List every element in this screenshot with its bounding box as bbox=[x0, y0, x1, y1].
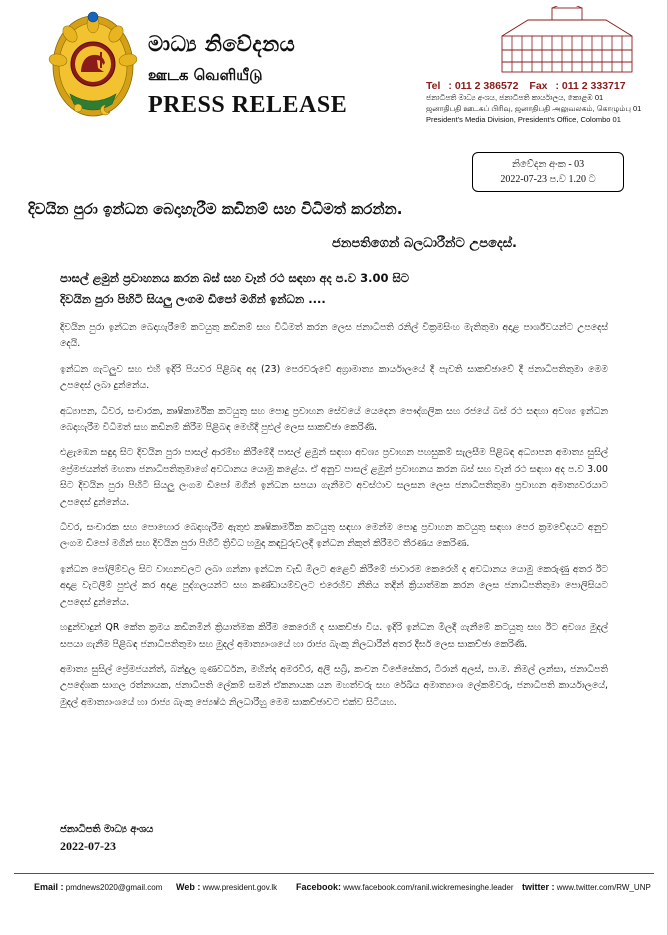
facebook-label: Facebook: bbox=[296, 882, 342, 892]
paragraph: හඳුන්වාදුන් QR කේත ක්‍රමය කඩිනමින් ක්‍රියාත්මක කිරීම කෙරෙහි ද සාකච්ඡා විය. ඉදිරි ඉන්ධන මිලදී ගැනීමේ කටයුතු සහ ඊට අවශ්‍ය මුදල් සපයා ගැනීම පිළිබඳ ජනාධිපතිතුමා සහ මුදල් අමාත්‍යාංශයේ හා රාජ්‍ය බැංකු නිලධාරීන් අතර දීර්ඝ ලෙස සාකච්ඡා කෙරිණි. bbox=[60, 622, 608, 650]
signature-block bbox=[60, 822, 153, 854]
fax-value: : 011 2 333717 bbox=[555, 80, 626, 92]
twitter-label: twitter : bbox=[522, 882, 555, 892]
article-heading: දිවයින පුරා ඉන්ධන බෙදාහැරීම කඩිනම් සහ විධිමත් කරන්න. bbox=[28, 200, 403, 218]
header-title-english: PRESS RELEASE bbox=[148, 92, 348, 118]
lead-line-2: දිවයින පුරා පිහිටි සියලු ලංගම ඩිපෝ මගින් ඉන්ධන .... bbox=[60, 292, 326, 306]
paragraph: ඉන්ධන පෝලිම්වල සිට වාහනවලට ලබා ගන්නා ඉන්ධන වැඩි මිලට අළෙවි කිරීමේ ජාවාරම කෙරෙහි ද අවධානය යොමු කෙරුණු අතර ඊට අදාළ වැටලීම් පුළුල් කර අදාළ පුද්ගලයන්ට සහ කණ්ඩායම්වලට එරෙහිව නීතිය තදින් ක්‍රියාත්මක කරන ලෙස ජනාධිපතිතුමා පොලිසියට උපදෙස් දුන්නේය. bbox=[60, 563, 608, 608]
lead-line-1: පාසල් ළමුන් ප්‍රවාහනය කරන බස් සහ වෑන් රථ සඳහා අද ප.ව 3.00 සිට bbox=[60, 271, 409, 285]
header-title-tamil: ஊடக வெளியீடு bbox=[148, 66, 263, 84]
email-link[interactable]: pmdnews2020@gmail.com bbox=[65, 883, 163, 892]
release-reference-box bbox=[472, 152, 624, 192]
article-subheading: ජනපතිගෙන් බලධාරීන්ට උපදෙස්. bbox=[332, 236, 517, 251]
sri-lanka-emblem-icon bbox=[48, 8, 138, 126]
facebook-link[interactable]: www.facebook.com/ranil.wickremesinghe.leader bbox=[343, 883, 514, 892]
release-datetime: 2022-07-23 ප.ව 1.20 ට bbox=[500, 174, 596, 185]
header-title-sinhala: මාධ්‍ය නිවේදනය bbox=[148, 32, 296, 56]
presidential-secretariat-building-icon bbox=[498, 6, 636, 76]
paragraph: ඉන්ධන ගැටලුව සහ එහි ඉදිරි පියවර පිළිබඳ අද (23) පෙරවරුවේ අග්‍රාමාත්‍ය කාර්යාලයේ දී පැවති සාකච්ඡාවේ දී ජනාධිපතිතුමා මෙම උපදෙස් ලබා දුන්නේය. bbox=[60, 363, 608, 392]
article-lead bbox=[60, 268, 620, 310]
paragraph: අමාත්‍ය සුසිල් ප්‍රේමජයන්ත්, බන්දුල ගුණවර්ධන, මහින්ද අමරවීර, අලී සබ්‍රි, කංචන විජේසේකර, ටිරාන් අලස්, පා.ම. නිමල් ලන්සා, ජනාධිපති උපදේශක සාගල රත්නායක, ජනාධිපති ලේකම් සමන් ඒකනායක යන මහත්වරු සහ රේඛීය අමාත්‍යාංශ ලේකම්වරු, ජනාධිපති කාර්යාලයේ, මුදල් අමාත්‍යාංශයේ හා රාජ්‍ය බැංකු ජ්‍යෙෂ්ඨ නිලධාරීහු මෙම සාකච්ඡාවට එක්ව සිටියහ. bbox=[60, 663, 608, 708]
address-english: President's Media Division, President's Office, Colombo 01 bbox=[426, 115, 621, 124]
paragraph: අධ්‍යාපන, ධීවර, සංචාරක, කෘෂිකාර්මික කටයුතු සහ පොදු ප්‍රවාහන සේවයේ යෙදෙන පෞද්ගලික සහ රජයේ බස් රථ සඳහා අවශ්‍ය ඉන්ධන බෙදාහැරීම විධිමත් සහ කඩිනම් කිරීම පිළිබඳ මෙහිදී පුළුල් ලෙස සාකච්ඡා කෙරිණි. bbox=[60, 405, 608, 434]
contact-block bbox=[426, 80, 662, 125]
footer-divider bbox=[14, 873, 654, 874]
tel-value: : 011 2 386572 bbox=[448, 80, 519, 92]
paragraph: දිවයින පුරා ඉන්ධන බෙදාහැරීමේ කටයුතු කඩිනම් සහ විධිමත් කරන ලෙස ජනාධිපති රනිල් වික්‍රමසිංහ මැතිතුමා අදාළ පාර්ශ්වයන්ට උපදෙස් දෙයි. bbox=[60, 322, 608, 350]
twitter-link[interactable]: www.twitter.com/RW_UNP bbox=[556, 883, 651, 892]
web-link[interactable]: www.president.gov.lk bbox=[202, 883, 278, 892]
address-tamil: ஜனாதிபதி ஊடகப் பிரிவு, ஜனாதிபதி அலுவலகம், கொழும்பு 01 bbox=[426, 104, 642, 113]
article-body bbox=[60, 320, 608, 720]
release-number: නිවේදන අංක - 03 bbox=[511, 159, 585, 170]
web-label: Web : bbox=[176, 882, 201, 892]
paragraph: එළැඹෙන සඳුදා සිට දිවයින පුරා පාසල් ආරම්භ කිරීමේදී පාසල් ළමුන් සඳහා අවශ්‍ය ප්‍රවාහන පහසුකම් සැලසීම පිළිබඳ අධ්‍යාපන අමාත්‍ය සුසිල් ප්‍රේමජයන්ත් මහතා ජනාධිපතිතුමාගේ අවධානය යොමු කළේය. ඒ අනුව පාසල් ළමුන් ප්‍රවාහනය කරන බස් සහ වෑන් රථ සඳහා අද ප.ව 3.00 සිට දිවයින පුරා පිහිටි සියලු ලංගම ඩිපෝ මගින් ඉන්ධන සපයා ගැනීමට අවස්ථාව සලසන ලෙස ජනාධිපතිතුමා ප්‍රවාහන අමාත්‍යවරයාට උපදෙස් දුන්නේය. bbox=[60, 447, 608, 508]
email-label: Email : bbox=[34, 882, 64, 892]
paragraph: ධීවර, සංචාරක සහ පොහොර බෙදාහැරීම ඇතුළු කෘෂිකාර්මික කටයුතු සඳහා මෙන්ම පොදු ප්‍රවාහන කටයුතු සඳහා පෙර ක්‍රමවේදයට අනුව ලංගම ඩිපෝ මගින් සහ දිවයින පුරා පිහිටි ත්‍රිවිධ හමුදා කඳවුරුවලදී ඉන්ධන නිකුත් කිරීමට තීරණය කෙරිණ. bbox=[60, 522, 608, 550]
tel-label: Tel bbox=[426, 80, 441, 92]
signature-division: ජනාධිපති මාධ්‍ය අංශය bbox=[60, 824, 154, 835]
address-sinhala: ජනාධිපති මාධ්‍ය අංශය, ජනාධිපති කාර්යාලය, කොළඹ 01 bbox=[426, 93, 604, 102]
signature-date: 2022-07-23 bbox=[60, 839, 116, 853]
fax-label: Fax bbox=[529, 80, 548, 92]
